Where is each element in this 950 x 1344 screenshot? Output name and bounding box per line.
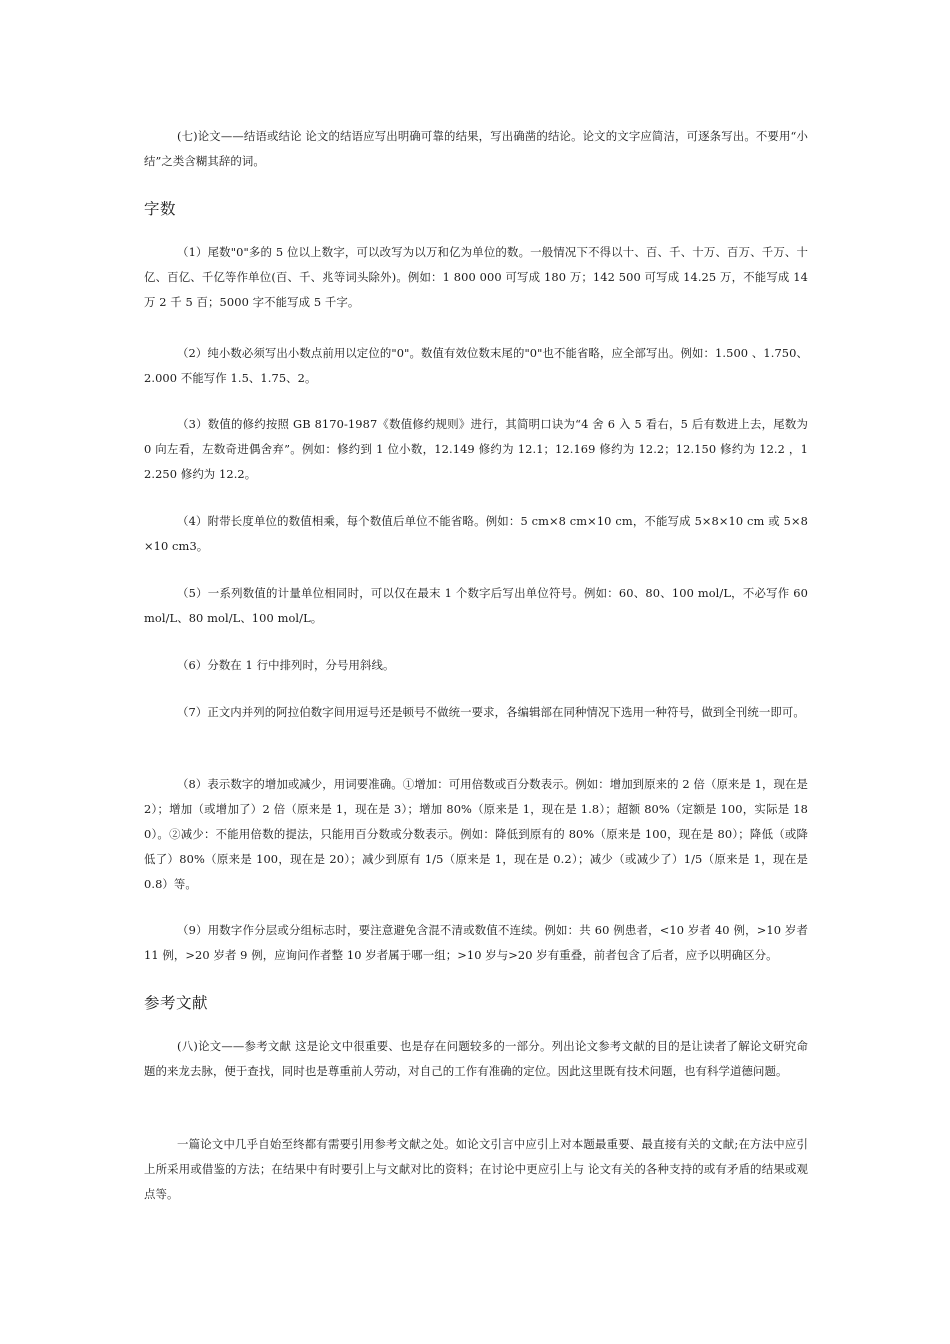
paragraph-references-usage: 一篇论文中几乎自始至终都有需要引用参考文献之处。如论文引言中应引上对本题最重要、最直接有关的文献;在方法中应引上所采用或借鉴的方法；在结果中有时要引上与文献对比的资料；在讨论中更应引上与 论文有关的各种支持的或有矛盾的结果或观点等。 [144, 1137, 808, 1201]
paragraph-number-rule-7: （7）正文内并列的阿拉伯数字间用逗号还是顿号不做统一要求，各编辑部在同种情况下选用一种符号，做到全刊统一即可。 [177, 705, 805, 719]
paragraph-number-rule-4: （4）附带长度单位的数值相乘，每个数值后单位不能省略。例如：5 cm×8 cm×10 cm，不能写成 5×8×10 cm 或 5×8×10 cm3。 [144, 514, 808, 553]
paragraph-references-intro: (八)论文——参考文献 这是论文中很重要、也是存在问题较多的一部分。列出论文参考文献的目的是让读者了解论文研究命题的来龙去脉，便于查找，同时也是尊重前人劳动，对自己的工作有准确的定位。因此这里既有技术问题，也有科学道德问题。 [144, 1039, 808, 1078]
paragraph-number-rule-8: （8）表示数字的增加或减少，用词要准确。①增加：可用倍数或百分数表示。例如：增加到原来的 2 倍（原来是 1，现在是 2）；增加（或增加了）2 倍（原来是 1，现在是 3）；增加 80%（原来是 1，现在是 1.8）；超额 80%（定额是 100，实际是 180）。②减少：不能用倍数的提法，只能用百分数或分数表示。例如：降低到原有的 80%（原来是 100，现在是 80）；降低（或降低了）80%（原来是 100，现在是 20）；减少到原有 1/5（原来是 1，现在是 0.2）；减少（或减少了）1/5（原来是 1，现在是 0.8）等。 [144, 777, 808, 891]
paragraph-number-rule-1: （1）尾数"0"多的 5 位以上数字，可以改写为以万和亿为单位的数。一般情况下不得以十、百、千、十万、百万、千万、十亿、百亿、千亿等作单位(百、千、兆等词头除外)。例如：1 800 000 可写成 180 万；142 500 可写成 14.25 万，不能写成 14 万 2 千 5 百；5000 字不能写成 5 千字。 [144, 245, 808, 309]
heading-references: 参考文献 [144, 994, 209, 1012]
heading-numbers: 字数 [144, 200, 177, 218]
paragraph-number-rule-5: （5）一系列数值的计量单位相同时，可以仅在最末 1 个数字后写出单位符号。例如：60、80、100 mol/L，不必写作 60 mol/L、80 mol/L、100 mol/L。 [144, 586, 808, 625]
paragraph-number-rule-2: （2）纯小数必须写出小数点前用以定位的"0"。数值有效位数末尾的"0"也不能省略，应全部写出。例如：1.500 、1.750、2.000 不能写作 1.5、1.75、2。 [144, 346, 808, 385]
paragraph-number-rule-3: （3）数值的修约按照 GB 8170-1987《数值修约规则》进行，其简明口诀为“4 舍 6 入 5 看右，5 后有数进上去，尾数为 0 向左看，左数奇进偶舍弃”。例如：修约到 1 位小数，12.149 修约为 12.1；12.169 修约为 12.2；12.150 修约为 12.2 ，12.250 修约为 12.2。 [144, 417, 808, 481]
paragraph-conclusion: (七)论文——结语或结论 论文的结语应写出明确可靠的结果，写出确凿的结论。论文的文字应简洁，可逐条写出。不要用“小结”之类含糊其辞的词。 [144, 129, 808, 168]
paragraph-number-rule-9: （9）用数字作分层或分组标志时，要注意避免含混不清或数值不连续。例如：共 60 例患者，<10 岁者 40 例，>10 岁者 11 例，>20 岁者 9 例，应询问作者整 10 岁者属于哪一组；>10 岁与>20 岁有重叠，前者包含了后者，应予以明确区分。 [144, 923, 808, 962]
paragraph-number-rule-6: （6）分数在 1 行中排列时，分号用斜线。 [177, 658, 395, 672]
